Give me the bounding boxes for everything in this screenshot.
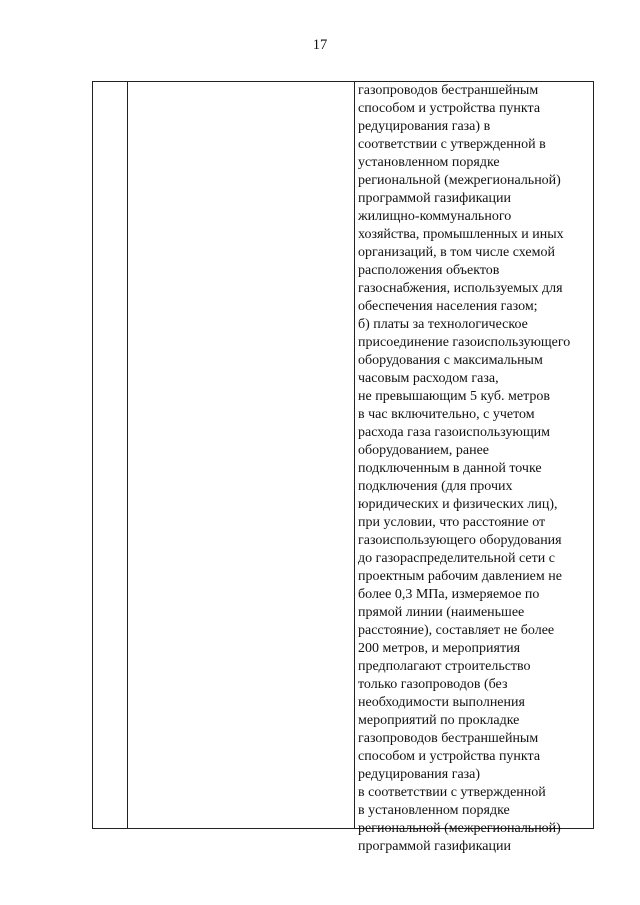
text-line: хозяйства, промышленных и иных (358, 227, 564, 242)
text-line: подключения (для прочих (358, 479, 513, 494)
text-line: проектным рабочим давлением не (358, 569, 562, 584)
text-line: не превышающим 5 куб. метров (358, 389, 551, 404)
text-line: более 0,3 МПа, измеряемое по (358, 587, 540, 602)
page-number: 17 (312, 37, 328, 53)
text-line: соответствии с утвержденной в (358, 137, 546, 152)
text-line: установленном порядке (358, 155, 500, 170)
text-line: в соответствии с утвержденной (358, 785, 546, 800)
text-line: часовым расходом газа, (358, 371, 499, 386)
text-line: предполагают строительство (358, 659, 531, 674)
text-line: необходимости выполнения (358, 695, 525, 710)
text-line: организаций, в том числе схемой (358, 245, 555, 260)
text-line: обеспечения населения газом; (358, 299, 538, 314)
text-line: в час включительно, с учетом (358, 407, 535, 422)
text-line: при условии, что расстояние от (358, 515, 546, 530)
text-line: б) платы за технологическое (358, 317, 528, 332)
text-line: мероприятий по прокладке (358, 713, 520, 728)
text-line: расстояние), составляет не более (358, 623, 555, 638)
text-line: региональной (межрегиональной) (358, 821, 561, 836)
text-line: расхода газа газоиспользующим (358, 425, 550, 440)
column-divider (127, 82, 128, 828)
text-line: оборудованием, ранее (358, 443, 490, 458)
table-cell-text (358, 82, 592, 856)
text-line: региональной (межрегиональной) (358, 173, 561, 188)
text-line: оборудования с максимальным (358, 353, 543, 368)
text-line: подключенным в данной точке (358, 461, 542, 476)
text-line: способом и устройства пункта (358, 749, 541, 764)
column-divider (354, 82, 355, 828)
text-line: присоединение газоиспользующего (358, 335, 571, 350)
text-line: газопроводов бестраншейным (358, 731, 539, 746)
document-table (92, 81, 594, 854)
text-line: газоснабжения, используемых для (358, 281, 563, 296)
text-line: в установленном порядке (358, 803, 510, 818)
text-line: редуцирования газа) (358, 767, 481, 782)
text-line: только газопроводов (без (358, 677, 508, 692)
text-line: юридических и физических лиц), (358, 497, 558, 512)
text-line: способом и устройства пункта (358, 101, 541, 116)
text-line: программой газификации (358, 839, 511, 854)
text-line: программой газификации (358, 191, 511, 206)
text-line: редуцирования газа) в (358, 119, 491, 134)
text-line: до газораспределительной сети с (358, 551, 555, 566)
text-line: жилищно-коммунального (358, 209, 512, 224)
text-line: прямой линии (наименьшее (358, 605, 525, 620)
text-line: газопроводов бестраншейным (358, 83, 539, 98)
text-line: расположения объектов (358, 263, 500, 278)
text-line: газоиспользующего оборудования (358, 533, 562, 548)
text-line: 200 метров, и мероприятия (358, 641, 521, 656)
